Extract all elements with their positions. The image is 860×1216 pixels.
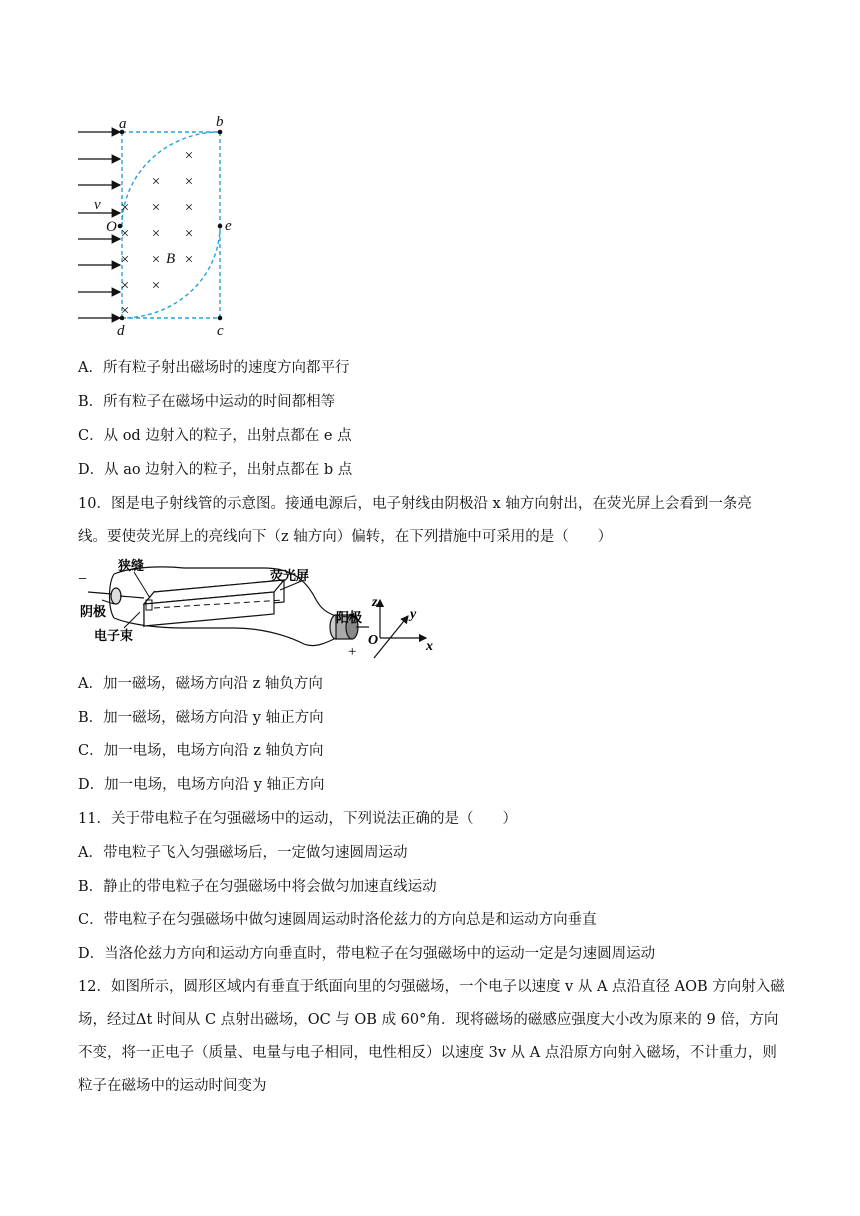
field-crosses [121,148,193,319]
cross-mark: × [151,252,161,268]
anode-plus-sign: + [348,644,357,660]
slit-label: 狭缝 [118,559,145,574]
cross-mark: × [151,278,161,294]
cross-mark: × [120,226,130,242]
q11-option-b: B．静止的带电粒子在匀强磁场中将会做匀加速直线运动 [78,879,437,895]
label-B: B [166,251,176,267]
electron-beam-label: 电子束 [94,629,134,644]
q10-stem-line1: 10．图是电子射线管的示意图。接通电源后，电子射线由阴极沿 x 轴方向射出，在荧光屏上会看到一条亮 [78,496,752,512]
label-a: a [119,116,127,132]
anode-label: 阳极 [336,611,363,626]
axis-x-label: x [426,639,433,654]
cross-mark: × [184,200,194,216]
cathode [88,588,144,604]
cross-mark: × [184,226,194,242]
q11-stem: 11．关于带电粒子在匀强磁场中的运动，下列说法正确的是（ ） [78,811,517,827]
figure-magnetic-field-square [70,108,250,340]
screen-label: 荧光屏 [270,569,310,584]
cross-mark: × [120,200,130,216]
cross-mark: × [184,148,194,164]
corner-points [118,130,223,321]
cross-mark: × [184,174,194,190]
label-v: v [94,197,101,213]
axis-y-label: y [410,607,417,622]
q10-option-c: C．加一电场，电场方向沿 z 轴负方向 [78,743,324,759]
q11-option-a: A．带电粒子飞入匀强磁场后，一定做匀速圆周运动 [78,845,408,861]
q12-stem: 12．如图所示，圆形区域内有垂直于纸面向里的匀强磁场，一个电子以速度 v 从 A 点沿直径 AOB 方向射入磁场，经过Δt 时间从 C 点射出磁场，OC 与 OB 成 60°角．现将磁场的磁感应强度大小改为原来的 9 倍，方向不变，将一正电子（质量、电量与电子相同，电性相反）以速度 3v 从 A 点沿原方向射入磁场，不计重力，则粒子在磁场中的运动时间变为 [78,979,785,1094]
label-c: c [217,323,224,339]
label-b: b [216,114,224,130]
q10-option-d: D．加一电场，电场方向沿 y 轴正方向 [78,777,325,793]
figure-electron-ray-tube [74,556,444,660]
label-e: e [225,218,232,234]
q9-option-c: C．从 od 边射入的粒子，出射点都在 e 点 [78,428,352,444]
label-O: O [106,219,117,235]
label-d: d [117,323,125,339]
axis-z-label: z [372,595,378,610]
cross-mark: × [151,226,161,242]
cross-mark: × [120,252,130,268]
q11-option-d: D．当洛伦兹力方向和运动方向垂直时，带电粒子在匀强磁场中的运动一定是匀速圆周运动 [78,946,656,962]
q9-option-d: D．从 ao 边射入的粒子，出射点都在 b 点 [78,462,353,478]
coordinate-axes [374,600,426,658]
axis-origin-label: O [368,633,379,648]
q10-option-b: B．加一磁场，磁场方向沿 y 轴正方向 [78,710,324,726]
field-boundary-dashed [122,132,220,318]
fluorescent-screen [144,580,284,626]
cross-mark: × [184,252,194,268]
cathode-label: 阴极 [80,605,107,620]
q9-option-a: A．所有粒子射出磁场时的速度方向都平行 [78,360,350,376]
cross-mark: × [151,174,161,190]
q10-option-a: A．加一磁场，磁场方向沿 z 轴负方向 [78,676,323,692]
q11-option-c: C．带电粒子在匀强磁场中做匀速圆周运动时洛伦兹力的方向总是和运动方向垂直 [78,912,597,928]
q9-option-b: B．所有粒子在磁场中运动的时间都相等 [78,394,336,410]
cathode-minus-sign: − [78,571,88,588]
cross-mark: × [151,200,161,216]
cross-mark: × [120,303,130,319]
q10-stem-line2: 线。要使荧光屏上的亮线向下（z 轴方向）偏转，在下列措施中可采用的是（ ） [78,529,613,545]
cross-mark: × [120,278,130,294]
